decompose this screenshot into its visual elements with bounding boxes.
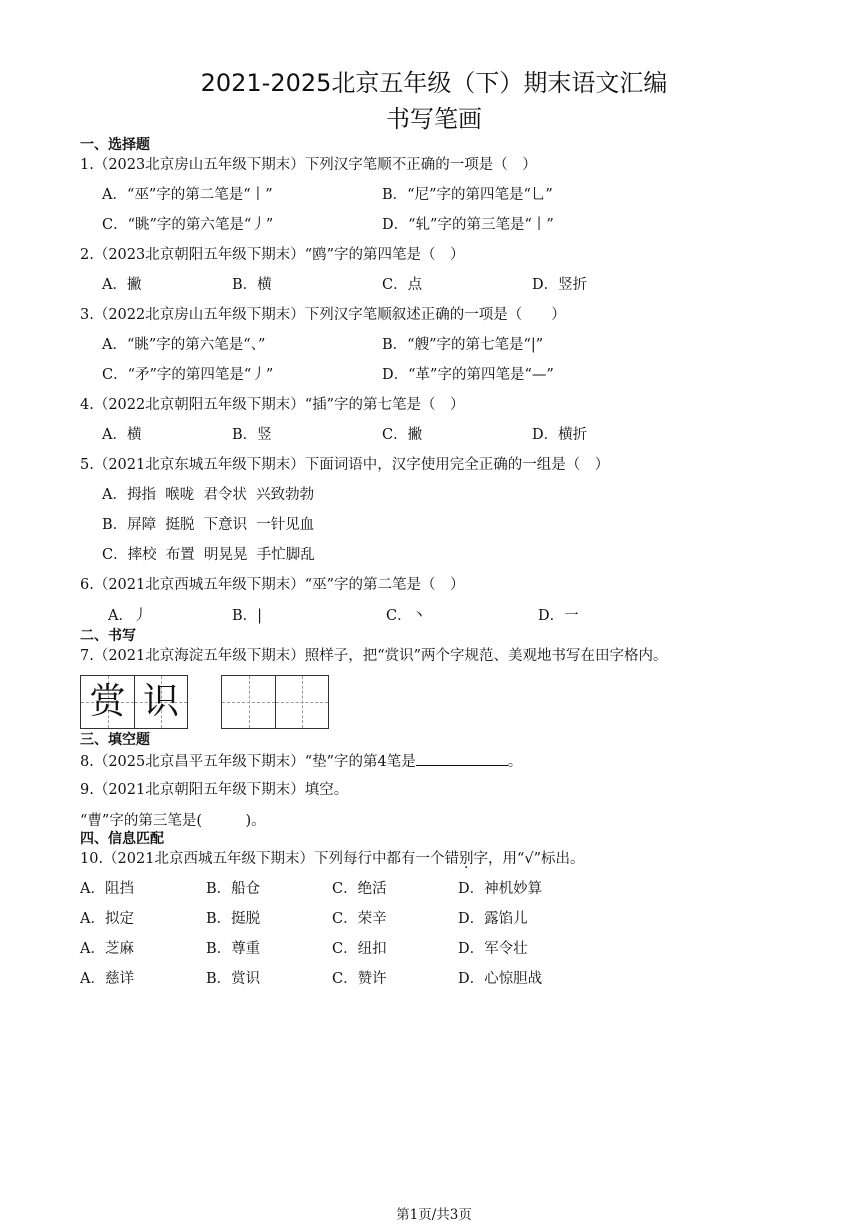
- question-10-row3-option-a[interactable]: A．芝麻: [80, 941, 134, 957]
- example-char-2: 识: [142, 681, 179, 722]
- question-10-emphasis: 错别字: [444, 851, 488, 867]
- question-10-row: [0, 910, 868, 928]
- question-3-option-c[interactable]: C．“矛”字的第四笔是“丿”: [102, 367, 274, 383]
- question-9-line: “曹”字的第三笔是( )。: [80, 813, 266, 829]
- tianzige-answer-cell-1[interactable]: [222, 676, 275, 728]
- tianzige-cell: [134, 676, 187, 728]
- question-10-row: [0, 880, 868, 898]
- question-8-end: 。: [507, 754, 523, 770]
- question-10-row2-option-a[interactable]: A．拟定: [80, 911, 134, 927]
- question-10-row1-option-d[interactable]: D．神机妙算: [458, 881, 543, 897]
- question-10-row: [0, 970, 868, 988]
- question-6-option-b[interactable]: B．|: [232, 608, 263, 624]
- question-10-row3-option-b[interactable]: B．尊重: [206, 941, 261, 957]
- question-10-text: 10.（2021北京西城五年级下期末）下列每行中都有一个: [80, 851, 445, 867]
- page-footer: 第1页/共3页: [396, 1207, 472, 1223]
- tianzige-answer[interactable]: [221, 675, 329, 729]
- question-10-row3-option-c[interactable]: C．纽扣: [332, 941, 387, 957]
- question-10-row4-option-d[interactable]: D．心惊胆战: [458, 971, 543, 987]
- question-10-row1-option-c[interactable]: C．绝活: [332, 881, 387, 897]
- question-2-option-b[interactable]: B．横: [232, 277, 272, 293]
- section-heading-writing: 二、书写: [80, 628, 136, 644]
- question-6-option-d[interactable]: D．一: [538, 608, 579, 624]
- question-5-option-b[interactable]: B．屏障 挺脱 下意识 一针见血: [102, 517, 315, 533]
- question-4-option-b[interactable]: B．竖: [232, 427, 272, 443]
- question-10-row2-option-b[interactable]: B．挺脱: [206, 911, 261, 927]
- question-10-row3-option-d[interactable]: D．军令壮: [458, 941, 528, 957]
- question-10-row1-option-b[interactable]: B．船仓: [206, 881, 261, 897]
- question-5-option-a[interactable]: A．拇指 喉咙 君令状 兴致勃勃: [102, 487, 315, 503]
- question-10-row2-option-c[interactable]: C．荣辛: [332, 911, 387, 927]
- question-10-row1-option-a[interactable]: A．阻挡: [80, 881, 134, 897]
- question-5-option-c[interactable]: C．摔校 布置 明晃晃 手忙脚乱: [102, 547, 315, 563]
- question-3-stem: 3.（2022北京房山五年级下期末）下列汉字笔顺叙述正确的一项是（ ）: [80, 307, 566, 323]
- question-3-option-a[interactable]: A．“眺”字的第六笔是“、”: [102, 337, 266, 353]
- question-4-option-d[interactable]: D．横折: [532, 427, 588, 443]
- question-3-option-d[interactable]: D．“革”字的第四笔是“—”: [382, 367, 554, 383]
- question-10-row4-option-b[interactable]: B．赏识: [206, 971, 261, 987]
- question-8-stem: [80, 751, 522, 771]
- question-2-stem: 2.（2023北京朝阳五年级下期末）“鸥”字的第四笔是（ ）: [80, 247, 465, 263]
- question-1-option-b[interactable]: B．“尼”字的第四笔是“乚”: [382, 187, 553, 203]
- tianzige-cell: [81, 676, 134, 728]
- question-1-option-a[interactable]: A．“巫”字的第二笔是“丨”: [102, 187, 273, 203]
- document-subtitle: 书写笔画: [386, 105, 482, 133]
- question-10-row4-option-a[interactable]: A．慈详: [80, 971, 134, 987]
- question-10-stem: [80, 850, 585, 868]
- question-9-stem: 9.（2021北京朝阳五年级下期末）填空。: [80, 782, 349, 798]
- question-10-row4-option-c[interactable]: C．赞许: [332, 971, 387, 987]
- question-10-row: [0, 940, 868, 958]
- question-4-option-c[interactable]: C．撇: [382, 427, 423, 443]
- question-10-end: ，用“√”标出。: [487, 851, 585, 867]
- section-heading-fill: 三、填空题: [80, 732, 150, 748]
- question-6-stem: 6.（2021北京西城五年级下期末）“巫”字的第二笔是（ ）: [80, 577, 465, 593]
- question-2-option-a[interactable]: A．撇: [102, 277, 142, 293]
- question-2-option-d[interactable]: D．竖折: [532, 277, 588, 293]
- document-title: 2021-2025北京五年级（下）期末语文汇编: [200, 69, 668, 97]
- question-4-stem: 4.（2022北京朝阳五年级下期末）“插”字的第七笔是（ ）: [80, 397, 465, 413]
- question-8-text: 8.（2025北京昌平五年级下期末）“垫”字的第4笔是: [80, 754, 416, 770]
- question-6-option-c[interactable]: C．丶: [386, 608, 427, 624]
- example-char-1: 赏: [89, 681, 126, 722]
- question-7-stem: 7.（2021北京海淀五年级下期末）照样子，把“赏识”两个字规范、美观地书写在田字格内。: [80, 648, 668, 664]
- question-3-option-b[interactable]: B．“艘”字的第七笔是“|”: [382, 337, 544, 353]
- section-heading-match: 四、信息匹配: [80, 831, 164, 847]
- question-1-option-d[interactable]: D．“轧”字的第三笔是“丨”: [382, 217, 554, 233]
- question-10-row2-option-d[interactable]: D．露馅儿: [458, 911, 528, 927]
- question-1-option-c[interactable]: C．“眺”字的第六笔是“丿”: [102, 217, 274, 233]
- question-8-blank[interactable]: [416, 751, 508, 766]
- question-4-option-a[interactable]: A．横: [102, 427, 142, 443]
- section-heading-choice: 一、选择题: [80, 137, 150, 153]
- question-5-stem: 5.（2021北京东城五年级下期末）下面词语中，汉字使用完全正确的一组是（ ）: [80, 457, 610, 473]
- question-2-option-c[interactable]: C．点: [382, 277, 423, 293]
- tianzige-answer-cell-2[interactable]: [275, 676, 328, 728]
- question-1-stem: 1.（2023北京房山五年级下期末）下列汉字笔顺不正确的一项是（ ）: [80, 157, 537, 173]
- tianzige-example: [80, 675, 188, 729]
- question-6-option-a[interactable]: A．丿: [108, 608, 148, 624]
